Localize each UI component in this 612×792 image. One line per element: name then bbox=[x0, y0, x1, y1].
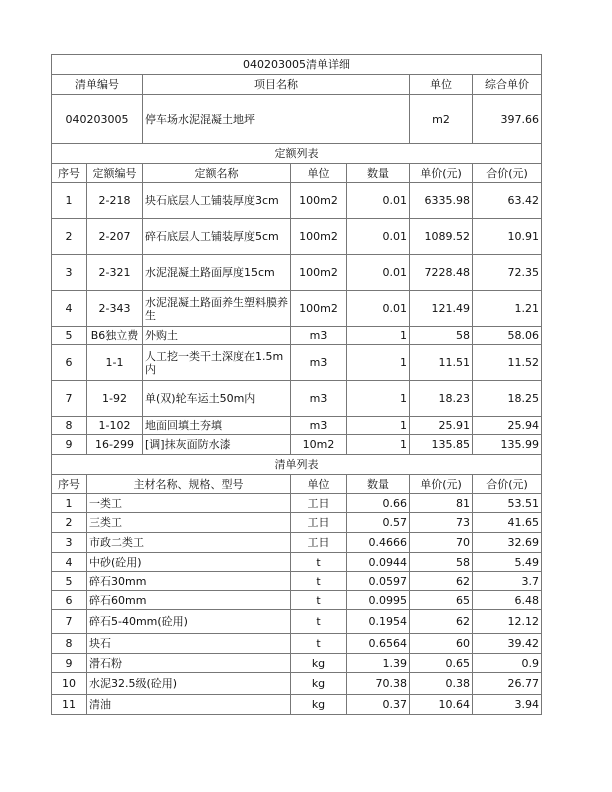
material-unit: t bbox=[291, 591, 347, 610]
quota-name: 碎石底层人工铺装厚度5cm bbox=[143, 219, 291, 255]
bill-header-row bbox=[52, 75, 542, 95]
material-price: 81 bbox=[410, 494, 473, 513]
material-name: 一类工 bbox=[87, 494, 291, 513]
material-total: 39.42 bbox=[473, 634, 542, 654]
material-total-header: 合价(元) bbox=[473, 475, 542, 494]
material-no: 1 bbox=[52, 494, 87, 513]
material-name: 水泥32.5级(砼用) bbox=[87, 673, 291, 695]
material-row bbox=[52, 513, 542, 533]
quota-name: 块石底层人工铺装厚度3cm bbox=[143, 183, 291, 219]
material-row bbox=[52, 695, 542, 715]
material-name: 中砂(砼用) bbox=[87, 553, 291, 572]
quota-row bbox=[52, 435, 542, 455]
quota-price: 58 bbox=[410, 327, 473, 345]
material-name: 清油 bbox=[87, 695, 291, 715]
material-qty: 0.6564 bbox=[347, 634, 410, 654]
material-row bbox=[52, 494, 542, 513]
material-no: 7 bbox=[52, 610, 87, 634]
quota-unit: 100m2 bbox=[291, 183, 347, 219]
material-row bbox=[52, 591, 542, 610]
quota-row bbox=[52, 255, 542, 291]
quota-qty: 0.01 bbox=[347, 255, 410, 291]
material-qty: 0.0597 bbox=[347, 572, 410, 591]
material-unit: kg bbox=[291, 654, 347, 673]
table-title: 040203005清单详细 bbox=[52, 55, 542, 75]
material-unit: kg bbox=[291, 673, 347, 695]
quota-total: 1.21 bbox=[473, 291, 542, 327]
quota-unit: m3 bbox=[291, 417, 347, 435]
quota-name: 人工挖一类干土深度在1.5m内 bbox=[143, 345, 291, 381]
quota-no: 8 bbox=[52, 417, 87, 435]
quota-price: 135.85 bbox=[410, 435, 473, 455]
material-no: 11 bbox=[52, 695, 87, 715]
quota-name: 水泥混凝土路面厚度15cm bbox=[143, 255, 291, 291]
material-price: 58 bbox=[410, 553, 473, 572]
bill-detail-table bbox=[51, 54, 542, 715]
material-unit: t bbox=[291, 572, 347, 591]
material-price: 62 bbox=[410, 610, 473, 634]
quota-price: 6335.98 bbox=[410, 183, 473, 219]
material-qty-header: 数量 bbox=[347, 475, 410, 494]
material-qty: 0.4666 bbox=[347, 533, 410, 553]
material-name: 碎石5-40mm(砼用) bbox=[87, 610, 291, 634]
material-qty: 0.66 bbox=[347, 494, 410, 513]
material-no: 8 bbox=[52, 634, 87, 654]
material-name: 碎石30mm bbox=[87, 572, 291, 591]
quota-unit: 100m2 bbox=[291, 291, 347, 327]
quota-qty: 0.01 bbox=[347, 219, 410, 255]
quota-name: 外购土 bbox=[143, 327, 291, 345]
quota-qty-header: 数量 bbox=[347, 164, 410, 183]
quota-section-row bbox=[52, 144, 542, 164]
quota-code: 1-92 bbox=[87, 381, 143, 417]
quota-code: B6独立费 bbox=[87, 327, 143, 345]
quota-row bbox=[52, 327, 542, 345]
quota-code: 2-218 bbox=[87, 183, 143, 219]
material-total: 3.7 bbox=[473, 572, 542, 591]
quota-row bbox=[52, 417, 542, 435]
material-header-row bbox=[52, 475, 542, 494]
quota-unit-header: 单位 bbox=[291, 164, 347, 183]
material-qty: 0.57 bbox=[347, 513, 410, 533]
material-no-header: 序号 bbox=[52, 475, 87, 494]
material-row bbox=[52, 673, 542, 695]
quota-total: 11.52 bbox=[473, 345, 542, 381]
quota-name: 地面回填土夯填 bbox=[143, 417, 291, 435]
material-price-header: 单价(元) bbox=[410, 475, 473, 494]
bill-unit: m2 bbox=[410, 95, 473, 144]
quota-code: 1-102 bbox=[87, 417, 143, 435]
quota-row bbox=[52, 345, 542, 381]
material-price: 0.65 bbox=[410, 654, 473, 673]
material-unit-header: 单位 bbox=[291, 475, 347, 494]
material-unit: t bbox=[291, 553, 347, 572]
quota-code: 2-207 bbox=[87, 219, 143, 255]
quota-no: 7 bbox=[52, 381, 87, 417]
quota-total: 25.94 bbox=[473, 417, 542, 435]
quota-qty: 1 bbox=[347, 381, 410, 417]
material-name: 三类工 bbox=[87, 513, 291, 533]
quota-unit: 100m2 bbox=[291, 219, 347, 255]
bill-price: 397.66 bbox=[473, 95, 542, 144]
bill-name: 停车场水泥混凝土地坪 bbox=[143, 95, 410, 144]
material-no: 10 bbox=[52, 673, 87, 695]
quota-unit: m3 bbox=[291, 345, 347, 381]
material-qty: 0.1954 bbox=[347, 610, 410, 634]
quota-price: 1089.52 bbox=[410, 219, 473, 255]
material-no: 3 bbox=[52, 533, 87, 553]
material-row bbox=[52, 572, 542, 591]
material-section-title: 清单列表 bbox=[52, 455, 542, 475]
material-name: 块石 bbox=[87, 634, 291, 654]
material-price: 60 bbox=[410, 634, 473, 654]
bill-unit-header: 单位 bbox=[410, 75, 473, 95]
material-no: 4 bbox=[52, 553, 87, 572]
quota-no: 4 bbox=[52, 291, 87, 327]
material-total: 26.77 bbox=[473, 673, 542, 695]
quota-qty: 1 bbox=[347, 327, 410, 345]
material-qty: 70.38 bbox=[347, 673, 410, 695]
material-unit: 工日 bbox=[291, 513, 347, 533]
quota-no: 1 bbox=[52, 183, 87, 219]
quota-name: 水泥混凝土路面养生塑料膜养生 bbox=[143, 291, 291, 327]
quota-code-header: 定额编号 bbox=[87, 164, 143, 183]
quota-code: 2-321 bbox=[87, 255, 143, 291]
quota-no: 2 bbox=[52, 219, 87, 255]
material-name: 市政二类工 bbox=[87, 533, 291, 553]
material-qty: 0.0995 bbox=[347, 591, 410, 610]
quota-total-header: 合价(元) bbox=[473, 164, 542, 183]
quota-no: 6 bbox=[52, 345, 87, 381]
material-unit: 工日 bbox=[291, 533, 347, 553]
material-row bbox=[52, 654, 542, 673]
material-row bbox=[52, 634, 542, 654]
quota-qty: 1 bbox=[347, 417, 410, 435]
material-name-header: 主材名称、规格、型号 bbox=[87, 475, 291, 494]
bill-name-header: 项目名称 bbox=[143, 75, 410, 95]
bill-row bbox=[52, 95, 542, 144]
material-unit: t bbox=[291, 610, 347, 634]
quota-row bbox=[52, 183, 542, 219]
material-unit: kg bbox=[291, 695, 347, 715]
quota-total: 58.06 bbox=[473, 327, 542, 345]
material-unit: t bbox=[291, 634, 347, 654]
quota-total: 135.99 bbox=[473, 435, 542, 455]
quota-unit: m3 bbox=[291, 381, 347, 417]
quota-name: [调]抹灰面防水漆 bbox=[143, 435, 291, 455]
quota-code: 1-1 bbox=[87, 345, 143, 381]
material-total: 41.65 bbox=[473, 513, 542, 533]
material-qty: 0.37 bbox=[347, 695, 410, 715]
material-no: 9 bbox=[52, 654, 87, 673]
bill-code-header: 清单编号 bbox=[52, 75, 143, 95]
bill-price-header: 综合单价 bbox=[473, 75, 542, 95]
quota-unit: 10m2 bbox=[291, 435, 347, 455]
quota-name: 单(双)轮车运土50m内 bbox=[143, 381, 291, 417]
quota-row bbox=[52, 381, 542, 417]
material-total: 53.51 bbox=[473, 494, 542, 513]
quota-code: 16-299 bbox=[87, 435, 143, 455]
material-total: 3.94 bbox=[473, 695, 542, 715]
quota-qty: 1 bbox=[347, 345, 410, 381]
quota-price: 11.51 bbox=[410, 345, 473, 381]
quota-row bbox=[52, 291, 542, 327]
quota-no: 3 bbox=[52, 255, 87, 291]
material-unit: 工日 bbox=[291, 494, 347, 513]
material-total: 0.9 bbox=[473, 654, 542, 673]
material-qty: 0.0944 bbox=[347, 553, 410, 572]
quota-unit: 100m2 bbox=[291, 255, 347, 291]
quota-no: 9 bbox=[52, 435, 87, 455]
material-price: 10.64 bbox=[410, 695, 473, 715]
title-row bbox=[52, 55, 542, 75]
quota-name-header: 定额名称 bbox=[143, 164, 291, 183]
quota-price: 121.49 bbox=[410, 291, 473, 327]
material-no: 6 bbox=[52, 591, 87, 610]
material-name: 碎石60mm bbox=[87, 591, 291, 610]
material-no: 5 bbox=[52, 572, 87, 591]
quota-price: 18.23 bbox=[410, 381, 473, 417]
material-total: 5.49 bbox=[473, 553, 542, 572]
quota-total: 63.42 bbox=[473, 183, 542, 219]
material-row bbox=[52, 553, 542, 572]
quota-row bbox=[52, 219, 542, 255]
quota-qty: 0.01 bbox=[347, 291, 410, 327]
quota-no-header: 序号 bbox=[52, 164, 87, 183]
bill-code: 040203005 bbox=[52, 95, 143, 144]
quota-total: 18.25 bbox=[473, 381, 542, 417]
material-total: 32.69 bbox=[473, 533, 542, 553]
material-qty: 1.39 bbox=[347, 654, 410, 673]
material-section-row bbox=[52, 455, 542, 475]
quota-unit: m3 bbox=[291, 327, 347, 345]
material-row bbox=[52, 533, 542, 553]
quota-no: 5 bbox=[52, 327, 87, 345]
quota-price: 25.91 bbox=[410, 417, 473, 435]
material-total: 12.12 bbox=[473, 610, 542, 634]
quota-price-header: 单价(元) bbox=[410, 164, 473, 183]
material-price: 0.38 bbox=[410, 673, 473, 695]
quota-price: 7228.48 bbox=[410, 255, 473, 291]
material-row bbox=[52, 610, 542, 634]
material-price: 73 bbox=[410, 513, 473, 533]
material-price: 62 bbox=[410, 572, 473, 591]
quota-section-title: 定额列表 bbox=[52, 144, 542, 164]
material-no: 2 bbox=[52, 513, 87, 533]
quota-total: 72.35 bbox=[473, 255, 542, 291]
quota-header-row bbox=[52, 164, 542, 183]
material-total: 6.48 bbox=[473, 591, 542, 610]
material-price: 70 bbox=[410, 533, 473, 553]
quota-qty: 1 bbox=[347, 435, 410, 455]
quota-qty: 0.01 bbox=[347, 183, 410, 219]
material-price: 65 bbox=[410, 591, 473, 610]
quota-total: 10.91 bbox=[473, 219, 542, 255]
material-name: 滑石粉 bbox=[87, 654, 291, 673]
quota-code: 2-343 bbox=[87, 291, 143, 327]
